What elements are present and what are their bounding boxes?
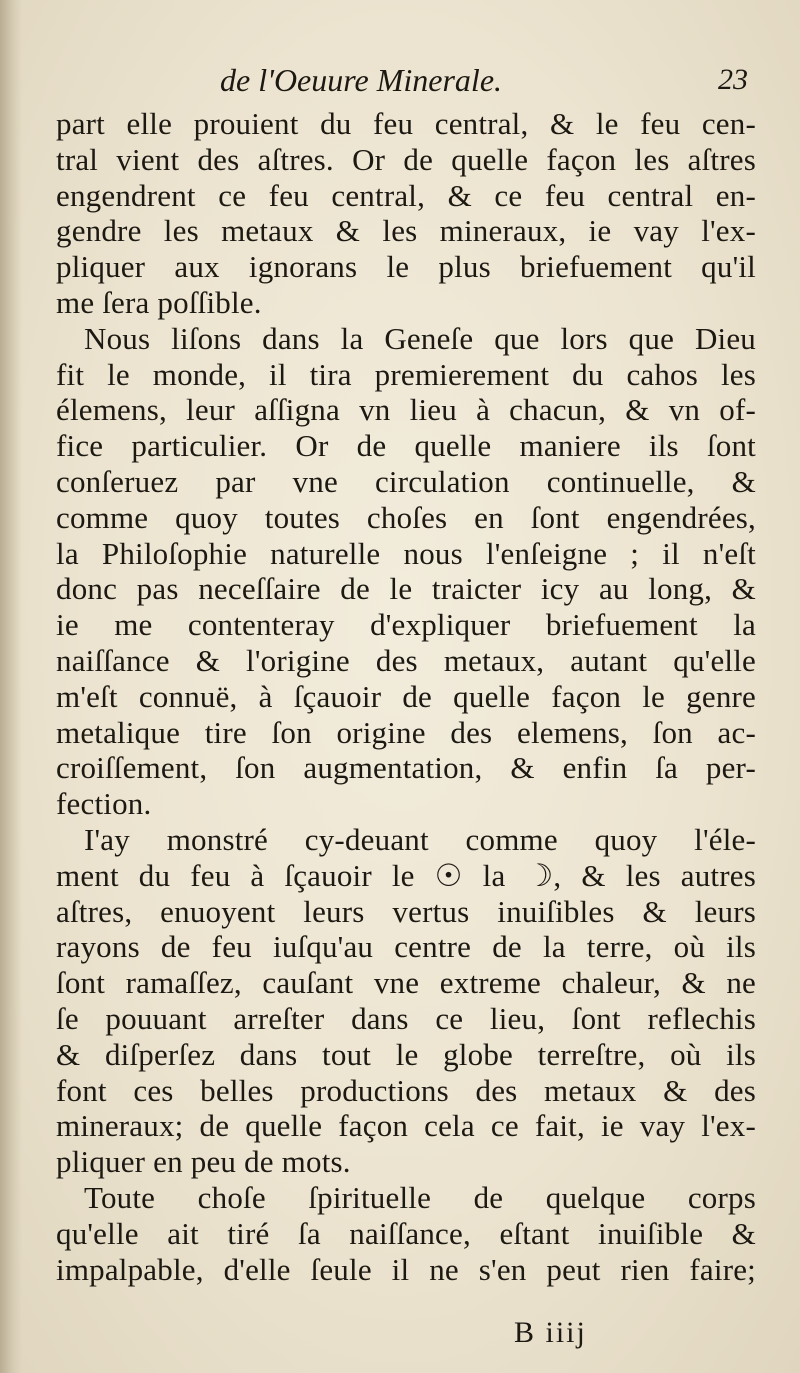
signature-mark: B iiij (514, 1316, 587, 1349)
page-number: 23 (718, 63, 748, 96)
text-line: ie me contenteray d'expliquer briefuement la (56, 607, 756, 643)
text-line: fection. (56, 786, 152, 822)
text-line: fice particulier. Or de quelle maniere ils ſont (56, 428, 756, 464)
text-line: me ſera poſſible. (56, 284, 262, 320)
text-line: élemens, leur aſſigna vn lieu à chacun, & vn of- (56, 392, 756, 428)
text-line: croiſſement, ſon augmentation, & enfin ſa per- (56, 750, 756, 786)
text-line: naiſſance & l'origine des metaux, autant qu'elle (56, 642, 756, 678)
text-line: ſont ramaſſez, cauſant vne extreme chaleur, & ne (56, 965, 756, 1001)
text-line: ſe pouuant arreſter dans ce lieu, ſont reflechis (56, 1000, 756, 1036)
text-line: metalique tire ſon origine des elemens, ſon ac- (56, 714, 756, 750)
page-gutter (0, 0, 22, 1373)
text-line: impalpable, d'elle ſeule il ne s'en peut rien faire; (56, 1251, 756, 1287)
text-line: pliquer en peu de mots. (56, 1144, 351, 1180)
paragraph-start-line: I'ay monstré cy-deuant comme quoy l'éle- (84, 821, 756, 857)
text-line: part elle prouient du feu central, & le feu cen- (56, 106, 756, 141)
text-line: pliquer aux ignorans le plus briefuement qu'il (56, 249, 756, 285)
text-line: & diſperſez dans tout le globe terreſtre, où ils (56, 1036, 756, 1072)
paragraph-start-line: Toute choſe ſpirituelle de quelque corps (84, 1179, 756, 1215)
text-line: tral vient des aſtres. Or de quelle façon les aſtres (56, 141, 756, 177)
text-line: rayons de feu iuſqu'au centre de la terre, où ils (56, 929, 756, 965)
text-line: qu'elle ait tiré ſa naiſſance, eſtant inuiſible & (56, 1215, 756, 1251)
page-header (60, 58, 760, 102)
text-line: mineraux; de quelle façon cela ce fait, ie vay l'ex- (56, 1108, 756, 1144)
text-line: aſtres, enuoyent leurs vertus inuiſibles & leurs (56, 893, 756, 929)
text-line: gendre les metaux & les mineraux, ie vay l'ex- (56, 213, 756, 249)
text-line: fit le monde, il tira premierement du cahos les (56, 356, 756, 392)
paragraph-start-line: Nous liſons dans la Geneſe que lors que Dieu (84, 320, 756, 356)
text-line: m'eſt connuë, à ſçauoir de quelle façon le genre (56, 678, 756, 714)
text-line: ment du feu à ſçauoir le ☉ la ☽, & les autres (56, 857, 756, 893)
body-text (56, 106, 756, 1287)
text-line: font ces belles productions des metaux & des (56, 1072, 756, 1108)
text-line: la Philoſophie naturelle nous l'enſeigne ; il n'eſt (56, 535, 756, 571)
text-line: comme quoy toutes choſes en ſont engendrées, (56, 499, 756, 535)
text-line: donc pas neceſſaire de le traicter icy au long, & (56, 571, 756, 607)
text-line: engendrent ce feu central, & ce feu central en- (56, 177, 756, 213)
running-title: de l'Oeuure Minerale. (220, 62, 503, 98)
text-line: conſeruez par vne circulation continuelle, & (56, 463, 756, 499)
